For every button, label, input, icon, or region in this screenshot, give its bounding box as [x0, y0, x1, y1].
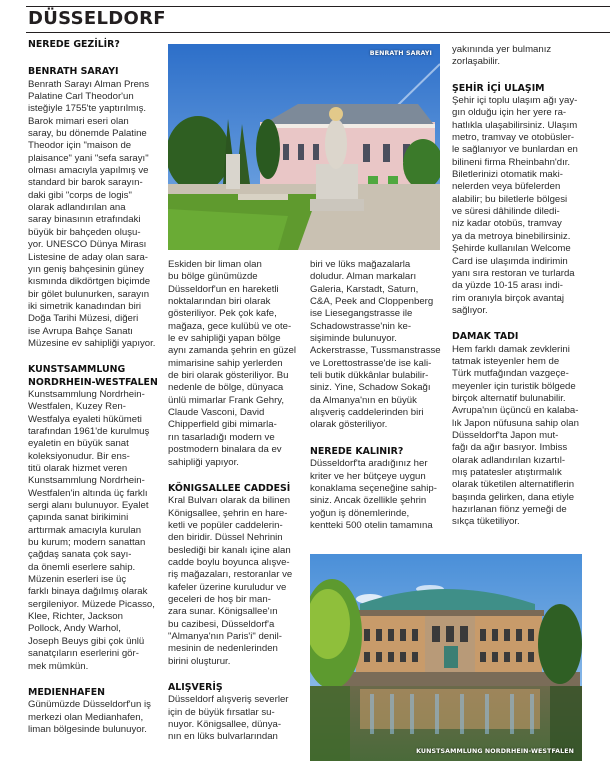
heading-kunstsammlung-1: KUNSTSAMMLUNG: [28, 364, 126, 376]
photo-caption-kunstsammlung: KUNSTSAMMLUNG NORDRHEIN-WESTFALEN: [416, 748, 574, 755]
column-1: [28, 39, 162, 736]
body-medienhafen: Günümüzde Düsseldorf'un iş merkezi olan Medianhafen, liman bölgesinde bulunuyor.: [28, 699, 151, 735]
body-alisveris-cont: biri ve lüks mağazalarla doludur. Alman markaları Galeria, Karstadt, Saturn, C&A, Peek and Cloppenberg ise Liesegangstrasse ile Schadowstrasse'nin ke- sişiminde bulunuyor. Ackerstrasse, Tussmanstrasse ve Lorettostrasse'de ise kali- teli butik dükkânlar bulabilir- siniz. Yine, Schadow Sokağı da Almanya'nın en büyük alışveriş caddelerinden biri olarak gösteriliyor.: [310, 259, 441, 431]
photo-kunstsammlung: [310, 554, 582, 761]
body-ulasim: Şehir içi toplu ulaşım ağı yay- gın olduğu için her yere ra- hatlıkla ulaşabilirsiniz. Ulaşım metro, tramvay ve otobüsler- le sağlanıyor ve bunlardan en bilineni firma Rheinbahn'dır. Biletlerinizi otomatik maki- nelerden veya büfelerden alabilir; bu biletlerle bölgesi ve süresi dâhilinde diledi- niz kadar otobüs, tramvay ya da metroya binebilirsiniz. Şehirde kullanılan Welcome Card ise ulaşımda indirimin yanı sıra restoran ve turlarda da yüzde 10-15 arası indi- rim oranıyla birçok avantaj sağlıyor.: [452, 95, 578, 316]
column-3: [310, 259, 448, 532]
title-rule: [26, 32, 610, 33]
photo-benrath-palace: [168, 44, 440, 250]
body-medienhafen-cont: Eskiden bir liman olan bu bölge günümüzde Düsseldorf'un en hareketli noktalarından biri olarak gösteriliyor. Pek çok kafe, mağaza, gece kulübü ve ote- le ev sahipliği yapan bölge aynı zamanda şehrin en güzel mimarisine sahip yerlerden de biri olarak gösteriliyor. Bu nedenle de bölge, dünyaca ünlü mimarlar Frank Gehry, Claude Vasconi, David Chipperfield gibi mimarla- rın tasarladığı modern ve postmodern binalara da ev sahipliği yapıyor.: [168, 259, 296, 468]
heading-konigsallee: KÖNIGSALLEE CADDESİ: [168, 482, 291, 494]
body-alisveris: Düsseldorf alışveriş severler için de büyük fırsatlar su- nuyor. Königsallee, dünya- nın en lüks bulvarlarından: [168, 694, 289, 743]
body-kunstsammlung: Kunstsammlung Nordrhein- Westfalen, Kuzey Ren- Westfalya eyaleti hükümeti tarafından 1961'de kurulmuş eyaletin en büyük sanat koleksiyonudur. Bir ens- titü olarak hizmet veren Kunstsammlung Nordrhein- Westfalen'in altında üç farklı sergi alanı bulunuyor. Eyalet çapında sanat birikimini arttırmak amacıyla kurulan bu kurum; modern sanattan çağdaş sanata çok sayı- da önemli eserlere sahip. Müzenin eserleri ise üç farklı binaya dağılmış olarak sergileniyor. Müzede Picasso, Klee, Richter, Jackson Pollock, Andy Warhol, Joseph Beuys gibi çok ünlü sanatçıların eserlerini gör- mek mümkün.: [28, 388, 155, 672]
column-2: [168, 259, 306, 744]
body-benrath: Benrath Sarayı Alman Prens Palatine Carl Theodor'un isteğiyle 1755'te yaptırılmış. Barok mimari eseri olan saray, bu dönemde Palatine Theodor için "maison de plaisance" yani "sefa sarayı" olması amacıyla yapılmış ve standard bir barok sarayın- daki gibi "corps de logis" olarak adlandırılan ana saray binasının etrafındaki büyük bir bahçeden oluşu- yor. UNESCO Dünya Mirası Listesine de aday olan sara- yın geniş bahçesinin güney kısmında dikdörtgen biçimde bir gölet bulunurken, sarayın iki simetrik kanadından biri Doğa Tarihi Müzesi, diğeri ise Avrupa Bahçe Sanatı Müzesine ev sahipliği yapıyor.: [28, 78, 156, 349]
body-damak: Hem farklı damak zevklerini tatmak isteyenler hem de Türk mutfağından vazgeçe- meyenler için turistik bölgede birçok alternatif bulunabilir. Avrupa'nın üçüncü en kalaba- lık Japon nüfusuna sahip olan Düsseldorf'ta Japon mut- fağı da ağır basıyor. Imbiss olarak adlandırılan kızartıl- mış patatesler atıştırmalık olarak tüketilen alternatiflerin başında gelirken, dana etiyle hazırlanan fiönz yemeği de sıkça tüketiliyor.: [452, 343, 579, 528]
heading-benrath: BENRATH SARAYI: [28, 66, 119, 78]
section-kicker: NEREDE GEZİLİR?: [28, 39, 120, 50]
heading-ulasim: ŞEHİR İÇİ ULAŞIM: [452, 82, 545, 94]
page-title: DÜSSELDORF: [28, 8, 166, 29]
heading-damak: DAMAK TADI: [452, 331, 519, 343]
body-kalinir-cont: yakınında yer bulmanız zorlaşabilir.: [452, 44, 552, 68]
heading-alisveris: ALIŞVERİŞ: [168, 682, 223, 693]
photo-caption-benrath: BENRATH SARAYI: [369, 50, 432, 57]
column-4: [452, 44, 602, 529]
body-konigsallee: Kral Bulvarı olarak da bilinen Königsallee, şehrin en hare- ketli ve popüler caddelerin- den biridir. Düssel Nehrinin beslediği bir kanalı içine alan cadde boylu boyunca alışve- riş mağazaları, restoranlar ve kafeler üzerine kuruludur ve geceleri de hoş bir man- zara sunar. Königsallee'ın bu cazibesi, Düsseldorf'a "Almanya'nın Paris'i" denil- mesinin de nedenlerinden birini oluşturur.: [168, 495, 293, 667]
heading-kunstsammlung-2: NORDRHEIN-WESTFALEN: [28, 376, 158, 388]
heading-medienhafen: MEDIENHAFEN: [28, 686, 106, 698]
body-kalinir: Düsseldorf'ta aradığınız her kriter ve her bütçeye uygun konaklama seçeneğine sahip- siniz. Ancak özellikle şehrin yoğun iş dönemlerinde, kentteki 500 otelin tamamına: [310, 458, 437, 531]
top-rule: [26, 6, 610, 7]
heading-kalinir: NEREDE KALINIR?: [310, 445, 404, 457]
